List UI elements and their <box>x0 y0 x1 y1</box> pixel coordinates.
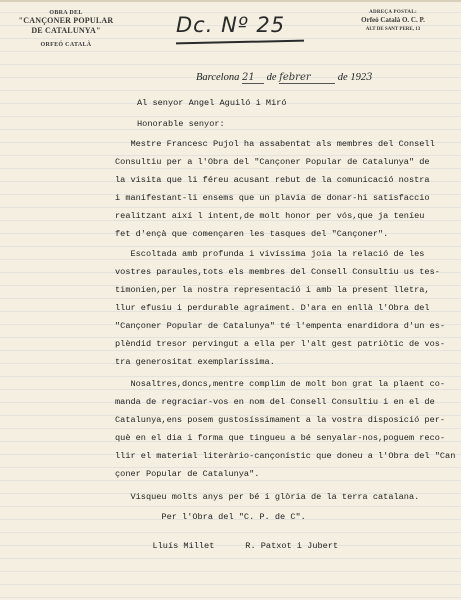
body-line: çoner Popular de Catalunya". <box>115 469 260 479</box>
greeting: Honorable senyor: <box>137 119 225 129</box>
letterhead-left-line1: OBRA DEL <box>49 10 83 16</box>
date-city: Barcelona <box>196 72 240 83</box>
date-year-suffix: 3 <box>366 72 373 83</box>
date-year-prefix: 192 <box>350 72 367 83</box>
body-line: Consultiu per a l'Obra del "Cançoner Popular de Catalunya" de <box>115 157 430 167</box>
letterhead-left-line4: ORFEÓ CATALÀ <box>40 42 92 48</box>
body-line: què en el dia i forma que tingueu a bé senyalar-nos,poguem reco- <box>115 433 446 443</box>
letterhead-right-line3: ALT DE SANT PERE, 13 <box>365 27 421 32</box>
letterhead-right-line1: ADREÇA POSTAL: <box>369 10 417 15</box>
body-line: manda de regraciar-vos en nom del Consell Consultiu i en el de <box>115 397 435 407</box>
body-line: realitzant així l intent,de molt honor per vós,que ja teníeu <box>115 211 425 221</box>
signature-caption: Per l'Obra del "C. P. de C". <box>115 512 306 522</box>
salutation: Al senyor Angel Aguiló i Miró <box>137 98 287 108</box>
body-line: Escoltada amb profunda i vivíssima joia la relació de les <box>115 249 425 259</box>
letterhead-right-line2: Orfeó Català O. C. P. <box>361 16 425 24</box>
date-line <box>196 72 372 84</box>
letterhead-left-line3: DE CATALUNYA" <box>31 26 101 35</box>
body-line: Nosaltres,doncs,mentre complim de molt bon grat la plaent co- <box>115 379 446 389</box>
body-line: vostres paraules,tots els membres del Consell Consultiu us tes- <box>115 267 440 277</box>
body-line: timonien,per la nostra representació i amb la present lletra, <box>115 285 430 295</box>
date-de1: de <box>266 72 277 83</box>
date-month: febrer <box>279 72 335 84</box>
body-line: i manifestant-li ensems que un plavia de donar-hi satisfaccio <box>115 193 430 203</box>
signatories: Lluís Millet R. Patxot i Jubert <box>137 541 339 551</box>
body-line: "Cançoner Popular de Catalunya" té l'empenta enardidora d'un es- <box>115 321 446 331</box>
date-de2: de <box>337 72 348 83</box>
body-line: Catalunya,ens posem gustosíssimament a la vostra disposició per- <box>115 415 446 425</box>
letterhead-left <box>14 10 118 48</box>
body-line: fet d'ençà que començaren les tasques del "Cançoner". <box>115 229 389 239</box>
letterhead-right <box>334 10 452 32</box>
reference-number: Dc. Nº 25 <box>176 13 286 37</box>
body-line: plèndid tresor pervingut a ella per l'alt gest patriòtic de vos- <box>115 339 446 349</box>
body-line: llur efusiu i perdurable agraiment. D'ara en enllà l'Obra del <box>115 303 430 313</box>
date-day: 21 <box>242 72 264 84</box>
top-edge <box>0 0 461 2</box>
body-line: tra generositat exemplaríssima. <box>115 357 275 367</box>
letterhead-left-line2: "CANÇONER POPULAR <box>18 16 114 25</box>
body-line: llir el material literàrio-cançonístic que doneu a l'Obra del "Can <box>115 451 456 461</box>
body-line: la visita que li féreu acusant rebut de la comunicació nostra <box>115 175 430 185</box>
reference-underline <box>176 40 304 45</box>
body-line: Mestre Francesc Pujol ha assabentat als membres del Consell <box>115 139 435 149</box>
closing-line: Visqueu molts anys per bé i glòria de la terra catalana. <box>115 492 420 502</box>
